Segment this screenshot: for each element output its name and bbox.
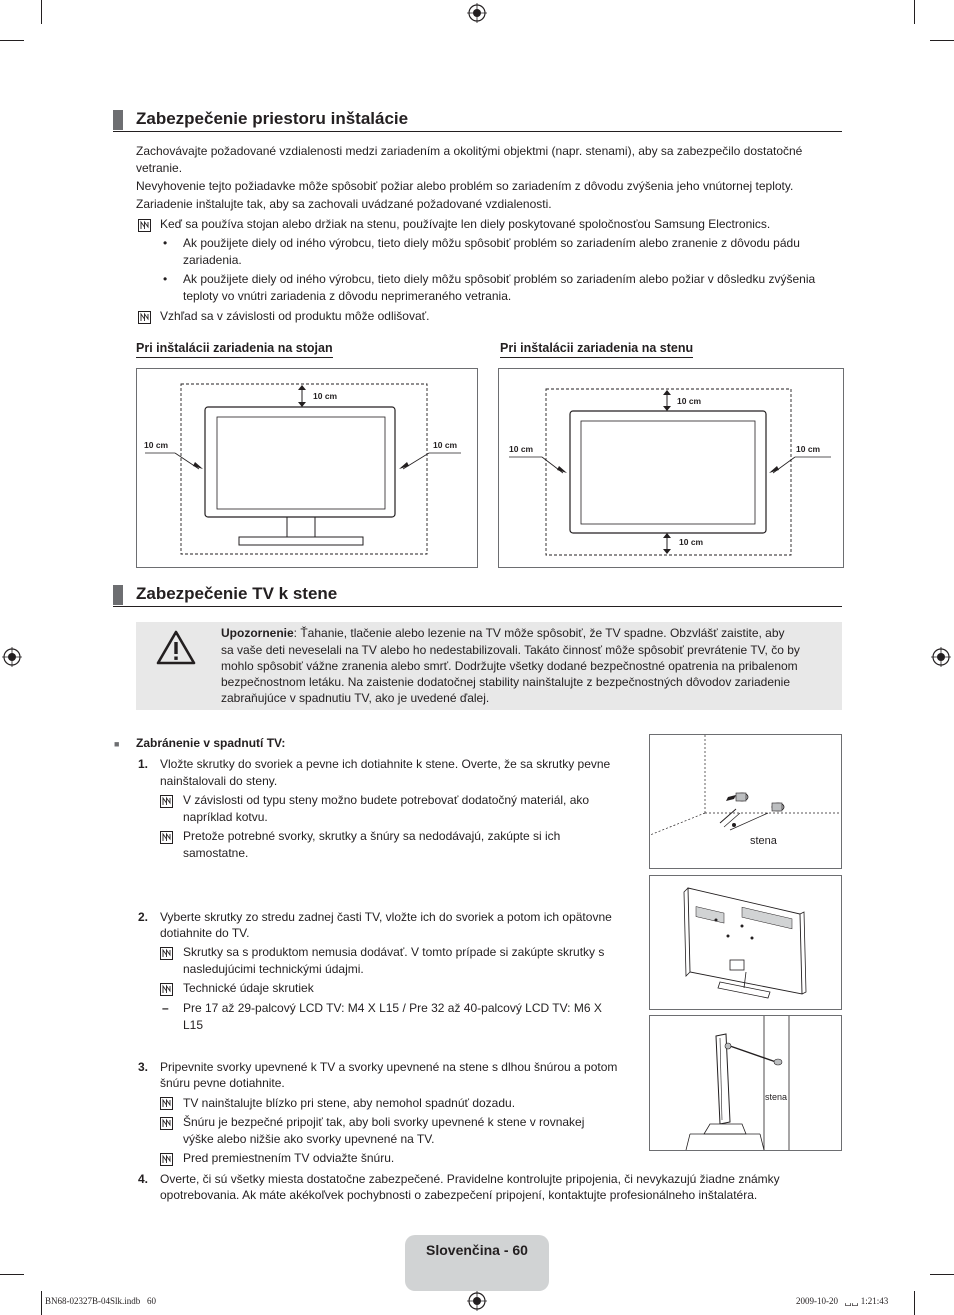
section-marker	[113, 585, 123, 605]
clearance-left-label: 10 cm	[509, 444, 534, 454]
registration-mark-icon	[467, 3, 487, 23]
note-text: TV nainštalujte blízko pri stene, aby nemohol spadnúť dozadu.	[183, 1096, 516, 1110]
clearance-right-label: 10 cm	[433, 440, 458, 450]
step-number: 1.	[138, 757, 149, 771]
registration-mark-icon	[931, 647, 951, 667]
crop-mark	[914, 1291, 915, 1315]
crop-mark	[930, 40, 954, 41]
warning-line: sa vaše deti neveselali na TV alebo ho nedestabilizovali. Takáto činnosť môže spôsobiť prevrátenie TV, čo by	[221, 643, 800, 657]
registration-mark-icon	[2, 647, 22, 667]
page-number-tab	[405, 1235, 549, 1291]
warning-line: mohlo spôsobiť vážne zranenia alebo smrť. Dodržujte všetky dodané bezpečnostné opatrenia na pribalenom	[221, 659, 798, 673]
warning-triangle-icon	[156, 630, 196, 666]
warning-box	[136, 622, 842, 710]
wall-label: stena	[750, 835, 777, 847]
wall-label: stena	[765, 1092, 788, 1102]
spec-text: Pre 17 až 29-palcový LCD TV: M4 X L15 / Pre 32 až 40-palcový LCD TV: M6 X	[183, 1001, 602, 1015]
clearance-right-label: 10 cm	[796, 444, 821, 454]
note-text: Vzhľad sa v závislosti od produktu môže odlišovať.	[160, 309, 430, 323]
clearance-bottom-label: 10 cm	[679, 537, 704, 547]
paragraph: Nevyhovenie tejto požiadavke môže spôsobiť požiar alebo problém so zariadením z dôvodu zvýšenia jeho vnútornej teploty.	[136, 179, 794, 193]
step-text: dotiahnite do TV.	[160, 926, 250, 940]
tv-side-cord-illustration	[650, 1016, 841, 1150]
paragraph: Zariadenie inštalujte tak, aby sa zachovali uvádzané požadované vzdialenosti.	[136, 197, 552, 211]
tv-on-stand-illustration	[137, 369, 477, 567]
section-marker	[113, 110, 123, 130]
page-label: Slovenčina - 60	[426, 1242, 528, 1258]
clearance-left-label: 10 cm	[144, 440, 169, 450]
bullet-text: teploty vo vnútri zariadenia z dôvodu neprimeraného vetrania.	[183, 289, 512, 303]
bullet-text: Ak použijete diely od iného výrobcu, tieto diely môžu spôsobiť problém so zariadením alebo zranenie z dôvodu pádu	[183, 236, 800, 250]
spec-text: L15	[183, 1018, 204, 1032]
bullet: •	[163, 272, 168, 286]
clearance-top-label: 10 cm	[313, 391, 338, 401]
note-text: nasledujúcimi technickými údajmi.	[183, 962, 364, 976]
crop-mark	[930, 1274, 954, 1275]
sub-title: Zabránenie v spadnutí TV:	[136, 736, 286, 750]
bullet-text: zariadenia.	[183, 253, 242, 267]
section-rule	[113, 606, 842, 607]
note-text: Šnúru je bezpečné pripojiť tak, aby boli svorky upevnené k stene v rovnakej	[183, 1115, 585, 1129]
step-text: Overte, či sú všetky miesta dostatočne zabezpečené. Pravidelne kontrolujte pripojenia, či nevykazujú žiadne známky	[160, 1172, 780, 1186]
clearance-top-label: 10 cm	[677, 396, 702, 406]
note-icon	[160, 983, 173, 996]
note-text: výške alebo nižšie ako svorky upevnené na TV.	[183, 1132, 435, 1146]
bullet: •	[163, 236, 168, 250]
step-text: Pripevnite svorky upevnené k TV a svorky upevnené na stene s dlhou šnúrou a potom	[160, 1060, 618, 1074]
paragraph: Zachovávajte požadované vzdialenosti medzi zariadením a okolitými objektmi (napr. stenami), aby sa zabezpečilo dostatočné	[136, 144, 803, 158]
note-text: Keď sa používa stojan alebo držiak na stenu, používajte len diely poskytované spoločnosťou Samsung Electronics.	[160, 217, 771, 231]
step-number: 4.	[138, 1172, 149, 1186]
note-icon	[160, 1117, 173, 1130]
step-text: Vyberte skrutky zo stredu zadnej časti TV, vložte ich do svoriek a potom ich opätovne	[160, 910, 612, 924]
note-text: Pretože potrebné svorky, skrutky a šnúry sa nedodávajú, zakúpte si ich	[183, 829, 561, 843]
note-icon	[138, 219, 151, 232]
step-text: opotrebovania. Ak máte akékoľvek pochybnosti o zabezpečení pripojení, kontaktujte profesionálneho inštalatéra.	[160, 1188, 758, 1202]
dash: –	[162, 1001, 169, 1015]
crop-mark	[0, 1274, 24, 1275]
note-text: Pred premiestnením TV odviažte šnúru.	[183, 1151, 395, 1165]
tv-side-illustration	[649, 1015, 842, 1151]
warning-line: bezpečnostnom letáku. Na zaistenie dodatočnej stability nainštalujte z bezpečnostných dôvodov zariadenie	[221, 675, 791, 689]
note-icon	[138, 311, 151, 324]
note-text: samostatne.	[183, 846, 249, 860]
crop-mark	[41, 1291, 42, 1315]
tv-on-wall-illustration	[499, 369, 843, 567]
step-text: nainštalovali do steny.	[160, 774, 278, 788]
note-text: Skrutky sa s produktom nemusia dodávať. V tomto prípade si zakúpte skrutky s	[183, 945, 605, 959]
wall-diagram	[498, 368, 844, 568]
crop-mark	[914, 0, 915, 24]
tv-back-illustration	[649, 875, 842, 1010]
wall-clamp-screws-illustration	[650, 735, 841, 868]
bullet-text: Ak použijete diely od iného výrobcu, tieto diely môžu spôsobiť problém so zariadením alebo požiar v dôsledku zvýšenia	[183, 272, 816, 286]
wall-bracket-illustration	[649, 734, 842, 869]
file-info: BN68-02327B-04Slk.indb 60	[45, 1296, 157, 1306]
section-title: Zabezpečenie priestoru inštalácie	[136, 109, 409, 128]
note-text: napríklad kotvu.	[183, 810, 268, 824]
section-rule	[113, 131, 842, 132]
note-text: V závislosti od typu steny možno budete potrebovať dodatočný materiál, ako	[183, 793, 590, 807]
date-info: 2009-10-20 ␣␣ 1:21:43	[796, 1296, 889, 1306]
note-icon	[160, 947, 173, 960]
paragraph: vetranie.	[136, 161, 183, 175]
registration-mark-icon	[467, 1291, 487, 1311]
note-icon	[160, 1153, 173, 1166]
warning-line: Upozornenie: Ťahanie, tlačenie alebo lezenie na TV môže spôsobiť, že TV spadne. Obzvlášť zaistite, aby	[221, 626, 785, 640]
stand-heading: Pri inštalácii zariadenia na stojan	[136, 341, 333, 358]
note-text: Technické údaje skrutiek	[183, 981, 314, 995]
square-bullet: ■	[114, 739, 120, 749]
warning-label: Upozornenie	[221, 626, 294, 640]
tv-rear-view-icon	[650, 876, 841, 1009]
step-text: šnúru pevne dotiahnite.	[160, 1076, 285, 1090]
note-icon	[160, 795, 173, 808]
crop-mark	[41, 0, 42, 24]
step-number: 3.	[138, 1060, 149, 1074]
step-number: 2.	[138, 910, 149, 924]
wall-heading: Pri inštalácii zariadenia na stenu	[500, 341, 693, 358]
crop-mark	[0, 40, 24, 41]
note-icon	[160, 1097, 173, 1110]
section-title: Zabezpečenie TV k stene	[136, 584, 338, 603]
step-text: Vložte skrutky do svoriek a pevne ich dotiahnite k stene. Overte, že sa skrutky pevne	[160, 757, 611, 771]
stand-diagram	[136, 368, 478, 568]
warning-line: zabraňujúce v spadnutiu TV, ako je uvedené ďalej.	[221, 691, 490, 705]
note-icon	[160, 831, 173, 844]
